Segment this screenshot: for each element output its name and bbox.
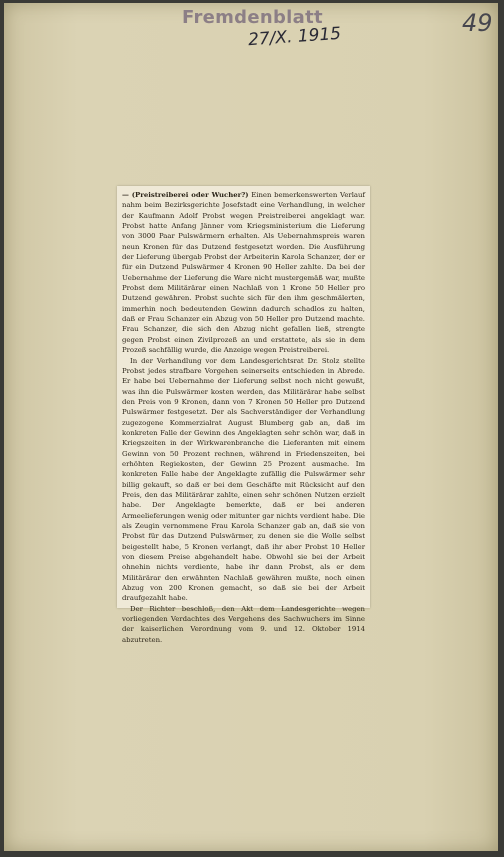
newspaper-masthead: Fremdenblatt	[182, 7, 323, 28]
handwritten-date: 27/X. 1915	[247, 23, 342, 51]
newspaper-clipping	[117, 186, 370, 644]
article-paragraph-1	[122, 190, 365, 356]
archive-sheet	[4, 3, 498, 851]
article-paragraph-1-text: Einen bemerkenswerten Verlauf nahm beim Bezirksgerichte Josefstadt eine Verhandlung, in welcher der Kaufmann Adolf Probst wegen Preistreiberei angeklagt war. Probst hatte Anfang Jänner vom Kriegsministerium die Lieferung von 3000 Paar Pulswärmern erhalten. Als Uebernahmspreis waren neun Kronen für das Dutzend festgesetzt worden. Die Ausführung der Lieferung übergab Probst der Arbeiterin Karola Schanzer, der er für ein Dutzend Pulswärmer 4 Kronen 90 Heller zahlte. Da bei der Uebernahme der Lieferung die Ware nicht mustergemäß war, mußte Probst dem Militärärar einen Nachlaß von 1 Krone 50 Heller pro Dutzend gewähren. Probst suchte sich für den ihm geschmälerten, immerhin noch bedeutenden Gewinn dadurch schadlos zu halten, daß er Frau Schanzer ein Abzug von 50 Heller pro Dutzend machte. Frau Schanzer, die sich den Abzug nicht gefallen ließ, strengte gegen Probst einen Zivilprozeß an und erstattete, als sie in dem Prozeß sachfällig wurde, die Anzeige wegen Preistreiberei.	[122, 191, 365, 355]
article-paragraph-2: In der Verhandlung vor dem Landesgerichtsrat Dr. Stolz stellte Probst jedes strafbare Vorgehen seinerseits entschieden in Abrede. Er habe bei Uebernahme der Lieferung selbst noch nicht gewußt, was ihn die Pulswärmer kosten werden, das Militärärar habe selbst den Preis von 9 Kronen, dann von 7 Kronen 50 Heller pro Dutzend Pulswärmer festgesetzt. Der als Sachverständiger der Verhandlung zugezogene Kommerzialrat August Blumberg gab an, daß im konkreten Falle der Gewinn des Angeklagten sehr schön war, daß in Kriegszeiten in der Wirkwarenbranche die Lieferanten mit einem Gewinn von 50 Prozent rechnen, während in Friedenszeiten, bei erhöhten Regiekosten, der Gewinn 25 Prozent ausmache. Im konkreten Falle habe der Angeklagte zufällig die Pulswärmer sehr billig gekauft, so daß er bei dem Geschäfte mit Rücksicht auf den Preis, den das Militärärar zahlte, einen sehr schönen Nutzen erzielt habe. Der Angeklagte bemerkte, daß er bei anderen Armeelieferungen wenig oder mitunter gar nichts verdient habe. Die als Zeugin vernommene Frau Karola Schanzer gab an, daß sie von Probst für das Dutzend Pulswärmer, zu denen sie die Wolle selbst beigestellt habe, 5 Kronen verlangt, daß ihr aber Probst 10 Heller von diesem Preise abgehandelt habe. Obwohl sie bei der Arbeit ohnehin nichts verdiente, habe ihr dann Probst, als er dem Militärärar den erwähnten Nachlaß gewähren mußte, noch einen Abzug von 200 Kronen gemacht, so daß sie bei der Arbeit draufgezahlt habe.	[122, 356, 365, 603]
article-body	[122, 190, 365, 645]
article-paragraph-3: Der Richter beschloß, den Akt dem Landesgerichte wegen vorliegenden Verdachtes des Vergehens des Sachwuchers im Sinne der kaiserlichen Verordnung vom 9. und 12. Oktober 1914 abzutreten.	[122, 604, 365, 644]
page-number: 49	[462, 9, 493, 37]
article-heading: — (Preistreiberei oder Wucher?)	[122, 191, 249, 199]
